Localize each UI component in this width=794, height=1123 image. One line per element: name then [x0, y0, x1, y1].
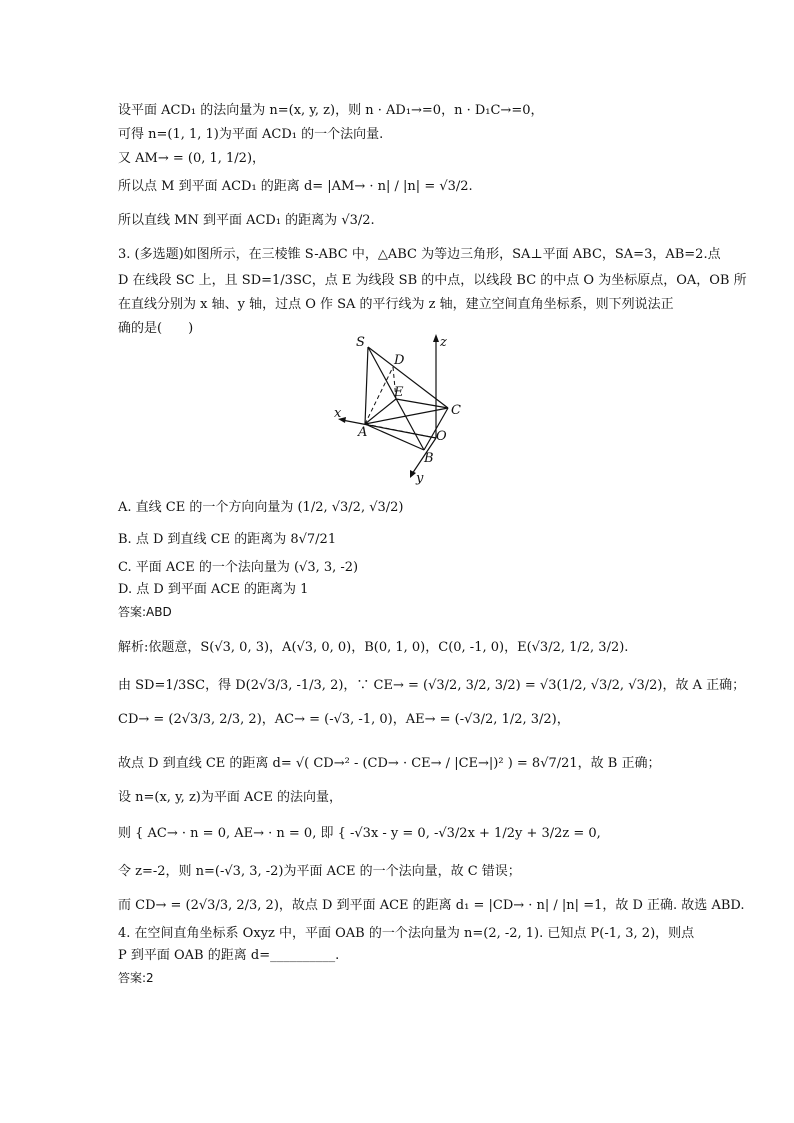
question-4-line-1: 4. 在空间直角坐标系 Oxyz 中，平面 OAB 的一个法向量为 n=(2, -2, 1). 已知点 P(-1, 3, 2)，则点 [118, 926, 695, 941]
solution-line-normal-vector: 设平面 ACD₁ 的法向量为 n=(x, y, z)，则 n · AD₁→=0，n · D₁C→=0， [118, 103, 544, 118]
label-y: y [416, 471, 424, 486]
label-C: C [451, 403, 461, 418]
label-B: B [424, 451, 434, 466]
solution-line-conclusion: 所以直线 MN 到平面 ACD₁ 的距离为 √3/2. [118, 213, 375, 228]
solution-line-normal-result: 可得 n=(1, 1, 1)为平面 ACD₁ 的一个法向量. [118, 127, 384, 142]
label-D: D [394, 353, 405, 368]
solution-3-line-2: 由 SD=1/3SC，得 D(2√3/3, -1/3, 2)，∵ CE→ = (√3/2, 3/2, 3/2) = √3(1/2, √3/2, √3/2)，故 A 正确； [118, 678, 746, 693]
question-3-line-1: 3. (多选题)如图所示，在三棱锥 S-ABC 中，△ABC 为等边三角形，SA⊥平面 ABC，SA=3，AB=2.点 [118, 247, 721, 262]
label-x: x [334, 406, 342, 421]
label-z: z [440, 335, 447, 350]
pyramid-diagram [330, 332, 470, 487]
answer-3: 答案:ABD [118, 605, 172, 619]
label-O: O [436, 429, 447, 444]
pyramid-figure [330, 332, 470, 487]
solution-3-line-1: 解析:依题意，S(√3, 0, 3)，A(√3, 0, 0)，B(0, 1, 0)，C(0, -1, 0)，E(√3/2, 1/2, 3/2). [118, 640, 629, 655]
solution-3-line-5: 设 n=(x, y, z)为平面 ACE 的法向量， [118, 790, 342, 805]
label-S: S [356, 335, 365, 350]
solution-3-line-6: 则 { AC→ · n = 0, AE→ · n = 0, 即 { -√3x - y = 0, -√3/2x + 1/2y + 3/2z = 0, [118, 826, 601, 841]
solution-3-line-3: CD→ = (2√3/3, 2/3, 2)，AC→ = (-√3, -1, 0)，AE→ = (-√3/2, 1/2, 3/2)， [118, 712, 570, 727]
label-A: A [358, 425, 368, 440]
solution-line-distance: 所以点 M 到平面 ACD₁ 的距离 d= |AM→ · n| / |n| = √3/2. [118, 179, 473, 194]
answer-4: 答案:2 [118, 971, 154, 985]
option-b: B. 点 D 到直线 CE 的距离为 8√7/21 [118, 532, 337, 547]
question-3-line-2: D 在线段 SC 上，且 SD=1/3SC，点 E 为线段 SB 的中点，以线段 BC 的中点 O 为坐标原点，OA，OB 所 [118, 273, 747, 288]
label-E: E [394, 385, 404, 400]
option-c: C. 平面 ACE 的一个法向量为 (√3, 3, -2) [118, 560, 359, 575]
option-a: A. 直线 CE 的一个方向向量为 (1/2, √3/2, √3/2) [118, 500, 404, 515]
solution-3-line-4: 故点 D 到直线 CE 的距离 d= √( CD→² - (CD→ · CE→ / |CE→|)² ) = 8√7/21，故 B 正确； [118, 756, 661, 771]
solution-3-line-8: 而 CD→ = (2√3/3, 2/3, 2)，故点 D 到平面 ACE 的距离 d₁ = |CD→ · n| / |n| =1，故 D 正确. 故选 ABD. [118, 898, 745, 913]
solution-line-am-vector: 又 AM→ = (0, 1, 1/2)， [118, 151, 266, 166]
option-d: D. 点 D 到平面 ACE 的距离为 1 [118, 582, 309, 597]
solution-3-line-7: 令 z=-2，则 n=(-√3, 3, -2)为平面 ACE 的一个法向量，故 C 错误； [118, 864, 521, 879]
question-4-line-2: P 到平面 OAB 的距离 d=__________. [118, 948, 340, 963]
question-3-line-4: 确的是( ) [118, 321, 194, 336]
question-3-line-3: 在直线分别为 x 轴、y 轴，过点 O 作 SA 的平行线为 z 轴，建立空间直角坐标系，则下列说法正 [118, 297, 674, 312]
